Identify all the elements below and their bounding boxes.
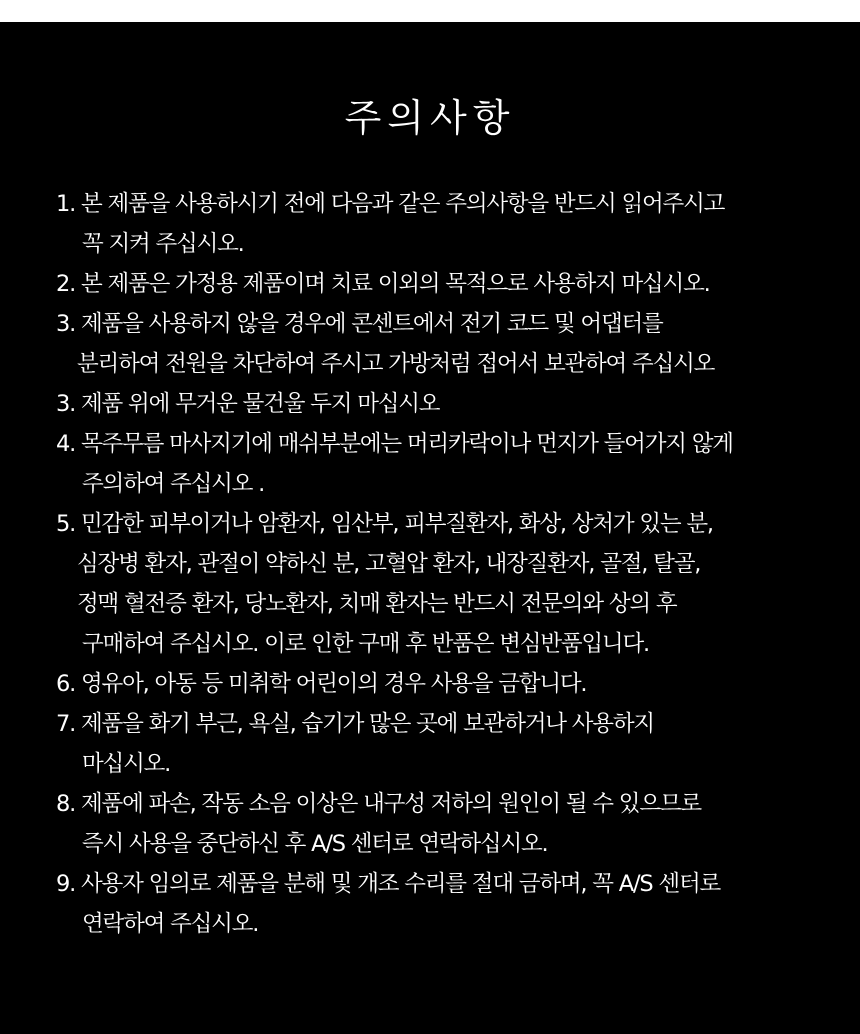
caution-item-6 [56, 664, 816, 704]
caution-item-line: 4. 목주무름 마사지기에 매쉬부분에는 머리카락이나 먼지가 들어가지 않게 [56, 431, 733, 457]
caution-item-line: 분리하여 전원을 차단하여 주시고 가방처럼 접어서 보관하여 주십시오 [77, 351, 715, 377]
caution-item-line: 정맥 혈전증 환자, 당노환자, 치매 환자는 반드시 전문의와 상의 후 [77, 591, 677, 617]
caution-item-line: 구매하여 주십시오. 이로 인한 구매 후 반품은 변심반품입니다. [82, 631, 649, 657]
caution-item-line: 3. 제품 위에 무거운 물건울 두지 마십시오 [56, 391, 440, 417]
caution-item-7 [56, 704, 816, 784]
caution-item-line: 심장병 환자, 관절이 약하신 분, 고혈압 환자, 내장질환자, 골절, 탈골, [77, 551, 701, 577]
top-white-strip [0, 0, 860, 22]
caution-item-line: 1. 본 제품을 사용하시기 전에 다음과 같은 주의사항을 반드시 읽어주시고 [56, 191, 725, 217]
caution-item-line: 6. 영유아, 아동 등 미취학 어린이의 경우 사용을 금합니다. [56, 671, 587, 697]
caution-item-4 [56, 424, 816, 504]
caution-item-3b [56, 384, 816, 424]
caution-item-line: 꼭 지켜 주십시오. [82, 231, 244, 257]
caution-item-9 [56, 864, 816, 944]
caution-item-2 [56, 264, 816, 304]
caution-item-line: 주의하여 주십시오 . [82, 471, 265, 497]
caution-item-line: 연락하여 주십시오. [82, 911, 259, 937]
caution-item-line: 마십시오. [82, 751, 171, 777]
caution-item-1 [56, 184, 816, 264]
caution-item-3 [56, 304, 816, 384]
caution-item-line: 5. 민감한 피부이거나 암환자, 임산부, 피부질환자, 화상, 상처가 있는 분, [56, 511, 713, 537]
caution-item-5 [56, 504, 816, 664]
caution-item-line: 9. 사용자 임의로 제품을 분해 및 개조 수리를 절대 금하며, 꼭 A/S 센터로 [56, 871, 721, 897]
caution-panel [0, 22, 860, 1034]
caution-item-line: 3. 제품을 사용하지 않을 경우에 콘센트에서 전기 코드 및 어댑터를 [56, 311, 663, 337]
caution-item-line: 2. 본 제품은 가정용 제품이며 치료 이외의 목적으로 사용하지 마십시오. [56, 271, 710, 297]
caution-list [56, 184, 816, 944]
caution-item-8 [56, 784, 816, 864]
caution-item-line: 7. 제품을 화기 부근, 욕실, 습기가 많은 곳에 보관하거나 사용하지 [56, 711, 654, 737]
caution-item-line: 8. 제품에 파손, 작동 소음 이상은 내구성 저하의 원인이 될 수 있으므로 [56, 791, 701, 817]
page-title: 주의사항 [344, 96, 516, 140]
caution-item-line: 즉시 사용을 중단하신 후 A/S 센터로 연락하십시오. [82, 831, 548, 857]
